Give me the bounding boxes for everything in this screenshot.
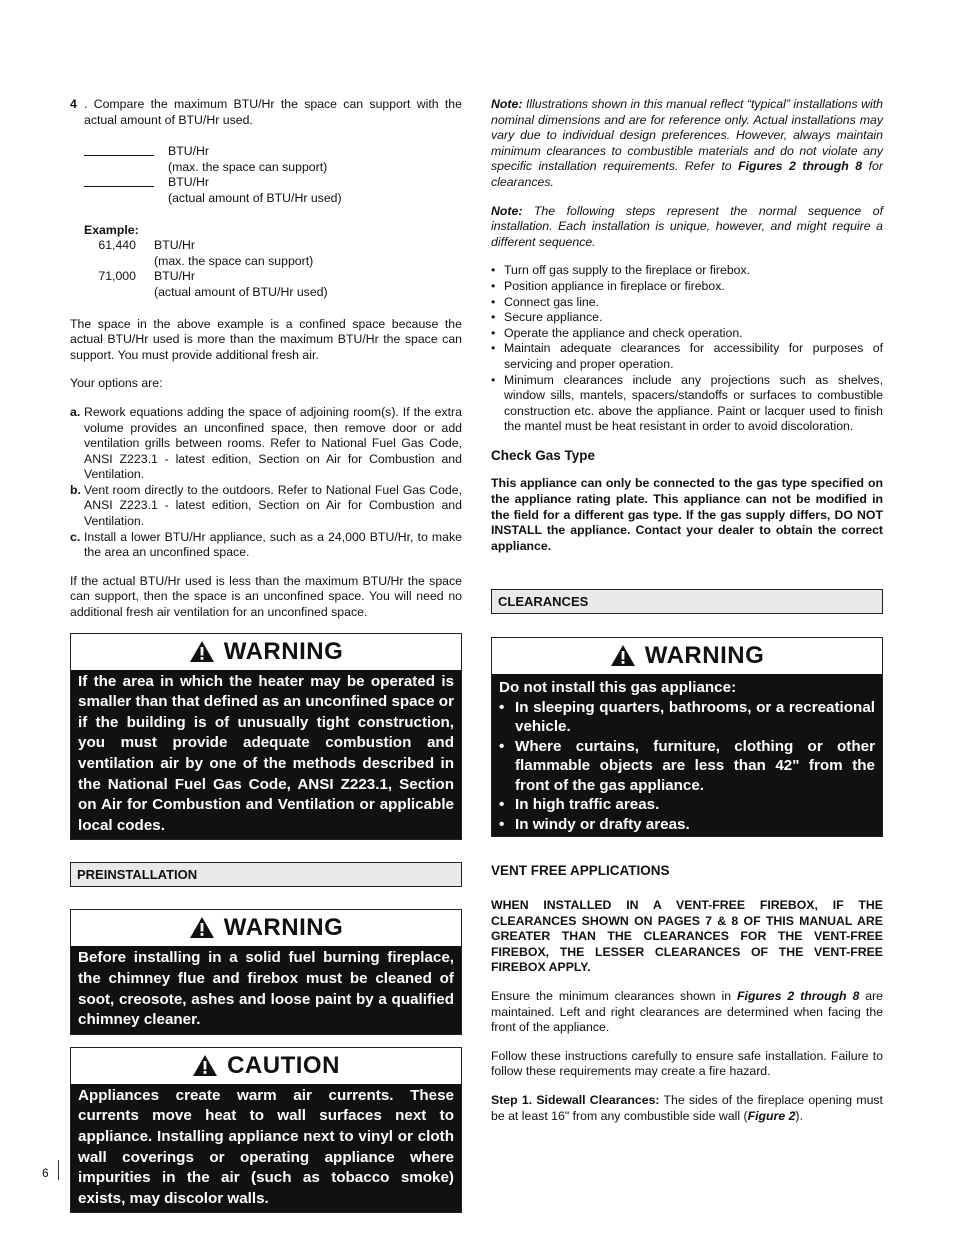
item-4: 4 . Compare the maximum BTU/Hr the space can support with the actual amount of BTU/Hr used. [70,97,462,127]
options-intro: Your options are: [70,376,163,391]
warning-box-ventilation [70,633,462,841]
warning-text: If the area in which the heater may be operated is smaller than that defined as an unconfined space or if the building is of unusually tight construction, you must provide adequate combustion and ventilation air by one of the methods described in the National Fuel Gas Code, ANSI Z223.1, Section on Air for Combustion and Ventilation or applicable local codes. [71,670,461,840]
warning-triangle-icon [189,640,215,663]
warning-triangle-icon [189,916,215,939]
list-item: • In windy or drafty areas. [499,815,690,833]
option-item: b. Vent room directly to the outdoors. Refer to National Fuel Gas Code, ANSI Z223.1 - latest edition, Section on Air for Combustion and Ventilation. [70,482,462,529]
warning-title: WARNING [223,914,344,942]
page-number: 6 [42,1166,49,1180]
caution-title: CAUTION [227,1051,340,1079]
blank-underline [84,175,154,187]
blank-entry: BTU/Hr [84,175,462,191]
example-line: 71,000 BTU/Hr [98,269,195,284]
list-item: • Where curtains, furniture, clothing or other flammable objects are less than 42" from the front of the gas appliance. [499,737,875,794]
check-gas-text: This appliance can only be connected to the gas type specified on the appliance rating plate. This appliance can not be modified in the field for a different gas type. If the gas supply differs, DO NOT INSTALL the appliance. Contact your dealer to obtain the correct appliance. [491,476,883,553]
list-item: • Connect gas line. [491,294,600,309]
preinstallation-heading: PREINSTALLATION [70,862,462,887]
blank-underline [84,144,154,156]
warning-triangle-icon [192,1054,218,1077]
warning-intro: Do not install this gas appliance: [499,679,737,697]
option-item: a. Rework equations adding the space of adjoining room(s). If the extra volume provides an unconfined space, then remove door or add ventilation grills between rooms. Refer to National Fuel Gas Code, ANSI Z223.1 - latest edition, Section on Air for Combustion and Ventilation. [70,404,462,482]
vent-free-heading: VENT FREE APPLICATIONS [491,863,670,879]
list-item: • In high traffic areas. [499,796,660,814]
vent-free-caps: WHEN INSTALLED IN A VENT-FREE FIREBOX, IF THE CLEARANCES SHOWN ON PAGES 7 & 8 OF THIS MANUAL ARE GREATER THAN THE CLEARANCES FOR THE VENT-FREE FIREBOX, THE LESSER CLEARANCES OF THE VENT-FREE FIREBOX APPLY. [491,898,883,975]
blank-entry-group: BTU/Hr (max. the space can support) BTU/Hr (actual amount of BTU/Hr used) [70,144,462,206]
warning-list [499,698,875,835]
warning-box-locations [491,637,883,837]
option-item: c. Install a lower BTU/Hr appliance, such as a 24,000 BTU/Hr, to make the area an unconfined space. [70,529,462,560]
margin-rule [58,1160,59,1180]
caution-box [70,1047,462,1214]
warning-title: WARNING [223,637,344,665]
caution-text: Appliances create warm air currents. These currents move heat to wall surfaces next to appliance. Installing appliance next to vinyl or cloth wall coverings or operating appliance where impurities in the air (such as tobacco smoke) exists, may discolor walls. [71,1084,461,1213]
warning-text: Before installing in a solid fuel burning fireplace, the chimney flue and firebox must be cleaned of soot, creosote, ashes and loose paint by a qualified chimney cleaner. [71,946,461,1033]
blank-entry: BTU/Hr [84,144,462,160]
step-1-paragraph: Step 1. Sidewall Clearances: The sides of the fireplace opening must be at least 16" from any combustible side wall (Figure 2). [491,1092,883,1123]
list-item: • Secure appliance. [491,310,603,325]
ensure-paragraph: Ensure the minimum clearances shown in Figures 2 through 8 are maintained. Left and right clearances are determined when facing the front of the appliance. [491,989,883,1035]
clearances-heading: CLEARANCES [491,589,883,614]
warning-box-chimney [70,909,462,1034]
warning-title: WARNING [644,642,765,670]
list-item: • Turn off gas supply to the fireplace or firebox. [491,263,751,278]
unconfined-paragraph: If the actual BTU/Hr used is less than the maximum BTU/Hr the space can support, then the space is an unconfined space. You will need no additional fresh air ventilation for an unconfined space. [70,573,462,620]
follow-paragraph: Follow these instructions carefully to ensure safe installation. Failure to follow these requirements may create a fire hazard. [491,1048,883,1079]
list-item: • In sleeping quarters, bathrooms, or a recreational vehicle. [499,698,875,736]
left-column: 4 . Compare the maximum BTU/Hr the space can support with the actual amount of BTU/Hr used. BTU/Hr (max. the space can support) BTU/Hr (actual amount of BTU/Hr used) Example: 61,440 BTU/Hr (max. the space can support) 71,000 BTU/Hr (actual amount of BTU/Hr used) The space in the above example is a confined space because the actual BTU/Hr used is more than the maximum BTU/Hr the space can support. You must provide additional fresh air. Your options are: a. Rework equations adding the space of adjoining room(s). If the extra volume provides an unconfined space, then remove door or add ventilation grills between rooms. Refer to National Fuel Gas Code, ANSI Z223.1 - latest edition, Section on Air for Combustion and Ventilation. b. Vent room directly to the outdoors. Refer to National Fuel Gas Code, ANSI Z223.1 - latest edition, Section on Air for Combustion and Ventilation. c. Install a lower BTU/Hr appliance, such as a 24,000 BTU/Hr, to make the area an unconfined space. If the actual BTU/Hr used is less than the maximum BTU/Hr the space can support, then the space is an unconfined space. You will need no additional fresh air ventilation for an unconfined space. WARNING If the area in which the heater may be operated is smaller than that defined as an unconfined space or if the building is of unusually tight construction, you must provide adequate combustion and ventilation air by one of the methods described in the National Fuel Gas Code, ANSI Z223.1, Section on Air for Combustion and Ventilation or applicable local codes. PREINSTALLATION WARNING Before installing in a solid fuel burning fireplace, the chimney flue and firebox must be cleaned of soot, creosote, ashes and loose paint by a qualified chimney cleaner. CAUTION Appliances create warm air currents. These currents move heat to wall surfaces next to appliance. Installing appliance next to vinyl or cloth wall coverings or operating appliance where impurities in the air (such as tobacco smoke) exists, may discolor walls. [70,97,462,1213]
list-item: • Maintain adequate clearances for accessibility for purposes of servicing and proper operation. [491,341,883,371]
list-item: • Position appliance in fireplace or firebox. [491,278,725,293]
note-illustrations: Note: Illustrations shown in this manual reflect “typical” installations with nominal dimensions and are for reference only. Actual installations may vary due to individual design preferences. However, always maintain minimum clearances to combustible materials and do not violate any specific installation requirements. Refer to Figures 2 through 8 for clearances. [491,97,883,189]
installation-steps [491,263,883,435]
note-sequence: Note: The following steps represent the normal sequence of installation. Each installation is unique, however, and might require a different sequence. [491,203,883,249]
list-item: • Minimum clearances include any projections such as shelves, window sills, mantels, spacers/standoffs or surfaces to combustible construction etc. above the appliance. Paint or lacquer used to finish the mantel must be heat resistant in order to avoid discoloration. [491,372,883,434]
check-gas-heading: Check Gas Type [491,447,596,463]
example-heading: Example: [84,222,139,237]
list-item: • Operate the appliance and check operation. [491,325,743,340]
warning-triangle-icon [610,644,636,667]
example-line: 61,440 BTU/Hr [98,238,195,253]
confined-paragraph: The space in the above example is a confined space because the actual BTU/Hr used is more than the maximum BTU/Hr the space can support. You must provide additional fresh air. [70,316,462,362]
right-column [491,97,883,1124]
